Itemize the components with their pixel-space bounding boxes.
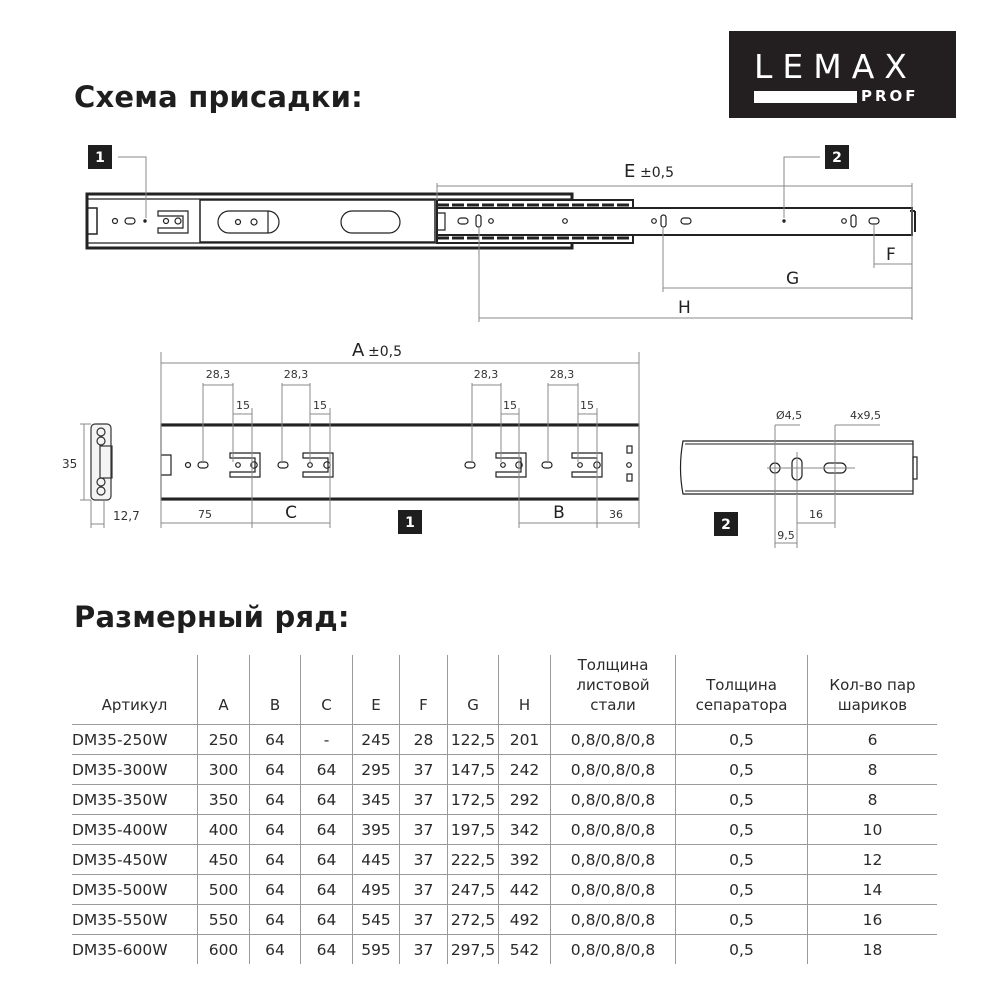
- cell-C: 64: [301, 935, 353, 965]
- cell-C: 64: [301, 875, 353, 905]
- cell-steel-thickness: 0,8/0,8/0,8: [551, 755, 676, 785]
- pitch-label: 28,3: [205, 368, 231, 381]
- cell-article: DM35-400W: [72, 815, 198, 845]
- offset-label: 15: [236, 399, 250, 412]
- cell-C: 64: [301, 845, 353, 875]
- cell-F: 37: [400, 935, 448, 965]
- cell-A: 350: [198, 785, 250, 815]
- dim-16-label: 16: [809, 508, 823, 521]
- rail-2-badge: 2: [721, 517, 731, 533]
- offset-label: 15: [580, 399, 594, 412]
- profile-section: [91, 424, 112, 500]
- cell-F: 37: [400, 875, 448, 905]
- cell-H: 292: [499, 785, 551, 815]
- cell-B: 64: [250, 785, 301, 815]
- cell-article: DM35-250W: [72, 725, 198, 755]
- cell-steel-thickness: 0,8/0,8/0,8: [551, 875, 676, 905]
- dim-G-label: G: [786, 269, 800, 289]
- col-header-F: F: [400, 655, 448, 725]
- col-header-H: H: [499, 655, 551, 725]
- col-header-B: B: [250, 655, 301, 725]
- logo-brand: LEMAX: [754, 47, 917, 86]
- scheme-heading: Схема присадки:: [74, 80, 363, 114]
- cell-separator-thickness: 0,5: [676, 935, 808, 965]
- cell-article: DM35-300W: [72, 755, 198, 785]
- cell-B: 64: [250, 905, 301, 935]
- cell-separator-thickness: 0,5: [676, 725, 808, 755]
- rail-1-badge: 1: [405, 515, 415, 531]
- cell-steel-thickness: 0,8/0,8/0,8: [551, 845, 676, 875]
- cell-E: 495: [353, 875, 400, 905]
- cell-ball-pairs: 6: [808, 725, 938, 755]
- cell-A: 400: [198, 815, 250, 845]
- cell-F: 37: [400, 785, 448, 815]
- badge-2: 2: [832, 150, 842, 166]
- dim-B-label: B: [553, 503, 565, 523]
- cell-A: 600: [198, 935, 250, 965]
- col-header-ball-pairs: [808, 655, 938, 725]
- cell-A: 450: [198, 845, 250, 875]
- cell-article: DM35-450W: [72, 845, 198, 875]
- slide-assembly-diagram: [0, 130, 1000, 330]
- cell-G: 297,5: [448, 935, 499, 965]
- cell-A: 250: [198, 725, 250, 755]
- col-header-C: C: [301, 655, 353, 725]
- table-header-row: [72, 655, 937, 725]
- dim-F-label: F: [886, 245, 896, 265]
- cell-B: 64: [250, 815, 301, 845]
- cell-ball-pairs: 16: [808, 905, 938, 935]
- cell-F: 37: [400, 815, 448, 845]
- cell-H: 201: [499, 725, 551, 755]
- table-row: [72, 815, 937, 845]
- table-row: [72, 725, 937, 755]
- cell-separator-thickness: 0,5: [676, 815, 808, 845]
- profile-height-label: 35: [62, 457, 78, 471]
- mounting-diagram: [0, 335, 1000, 555]
- cell-ball-pairs: 8: [808, 785, 938, 815]
- cell-separator-thickness: 0,5: [676, 875, 808, 905]
- header-line: шариков: [837, 696, 908, 714]
- cell-B: 64: [250, 935, 301, 965]
- cell-H: 492: [499, 905, 551, 935]
- cell-steel-thickness: 0,8/0,8/0,8: [551, 905, 676, 935]
- cell-A: 500: [198, 875, 250, 905]
- cell-H: 392: [499, 845, 551, 875]
- pitch-label: 28,3: [549, 368, 575, 381]
- cell-E: 395: [353, 815, 400, 845]
- logo-bar: [754, 91, 857, 103]
- cell-F: 37: [400, 905, 448, 935]
- cell-ball-pairs: 18: [808, 935, 938, 965]
- cell-B: 64: [250, 725, 301, 755]
- cell-B: 64: [250, 875, 301, 905]
- profile-width-label: 12,7: [113, 509, 140, 523]
- table-row: [72, 785, 937, 815]
- cell-E: 445: [353, 845, 400, 875]
- hole-diameter-label: Ø4,5: [776, 409, 803, 422]
- cell-article: DM35-350W: [72, 785, 198, 815]
- cell-E: 295: [353, 755, 400, 785]
- cell-C: 64: [301, 755, 353, 785]
- cell-F: 37: [400, 755, 448, 785]
- header-line: стали: [590, 696, 636, 714]
- cell-B: 64: [250, 755, 301, 785]
- header-line: сепаратора: [695, 696, 788, 714]
- cell-F: 28: [400, 725, 448, 755]
- table-body: [72, 725, 937, 965]
- dim-C-label: C: [285, 503, 297, 523]
- table-row: [72, 875, 937, 905]
- offset-label: 15: [503, 399, 517, 412]
- cell-G: 222,5: [448, 845, 499, 875]
- cell-E: 345: [353, 785, 400, 815]
- cell-F: 37: [400, 845, 448, 875]
- slot-size-label: 4x9,5: [850, 409, 882, 422]
- dim-E-tolerance: ±0,5: [640, 165, 674, 181]
- cell-steel-thickness: 0,8/0,8/0,8: [551, 935, 676, 965]
- offset-label: 15: [313, 399, 327, 412]
- dim-9-5-label: 9,5: [777, 529, 795, 542]
- col-header-article: Артикул: [72, 655, 198, 725]
- cell-separator-thickness: 0,5: [676, 845, 808, 875]
- logo-sub: PROF: [861, 87, 919, 105]
- cell-G: 172,5: [448, 785, 499, 815]
- cell-article: DM35-550W: [72, 905, 198, 935]
- cell-A: 300: [198, 755, 250, 785]
- cell-C: 64: [301, 815, 353, 845]
- dim-A-tolerance: ±0,5: [368, 344, 402, 360]
- dim-36-label: 36: [609, 508, 623, 521]
- inner-rail: [437, 208, 912, 235]
- header-line: Толщина: [706, 676, 777, 694]
- pitch-label: 28,3: [473, 368, 499, 381]
- cell-G: 247,5: [448, 875, 499, 905]
- cell-article: DM35-500W: [72, 875, 198, 905]
- cell-ball-pairs: 12: [808, 845, 938, 875]
- cell-A: 550: [198, 905, 250, 935]
- table-row: [72, 935, 937, 965]
- table-row: [72, 845, 937, 875]
- sizes-heading: Размерный ряд:: [74, 600, 350, 634]
- cell-ball-pairs: 14: [808, 875, 938, 905]
- col-header-G: G: [448, 655, 499, 725]
- cell-C: 64: [301, 905, 353, 935]
- cell-G: 272,5: [448, 905, 499, 935]
- col-header-separator-thickness: [676, 655, 808, 725]
- cell-ball-pairs: 10: [808, 815, 938, 845]
- dim-E-label: E: [624, 161, 636, 182]
- cell-steel-thickness: 0,8/0,8/0,8: [551, 815, 676, 845]
- col-header-steel-thickness: [551, 655, 676, 725]
- cell-separator-thickness: 0,5: [676, 905, 808, 935]
- dim-75-label: 75: [198, 508, 212, 521]
- cell-ball-pairs: 8: [808, 755, 938, 785]
- cell-C: 64: [301, 785, 353, 815]
- dim-A-label: A: [352, 340, 365, 361]
- brand-logo: [729, 31, 956, 118]
- cell-G: 197,5: [448, 815, 499, 845]
- cell-steel-thickness: 0,8/0,8/0,8: [551, 785, 676, 815]
- cell-H: 442: [499, 875, 551, 905]
- cell-G: 147,5: [448, 755, 499, 785]
- col-header-A: A: [198, 655, 250, 725]
- cell-E: 595: [353, 935, 400, 965]
- cell-separator-thickness: 0,5: [676, 785, 808, 815]
- pitch-label: 28,3: [283, 368, 309, 381]
- col-header-E: E: [353, 655, 400, 725]
- dim-H-label: H: [678, 298, 691, 318]
- badge-1: 1: [95, 150, 105, 166]
- cell-separator-thickness: 0,5: [676, 755, 808, 785]
- cell-E: 245: [353, 725, 400, 755]
- table-row: [72, 905, 937, 935]
- table-row: [72, 755, 937, 785]
- cell-B: 64: [250, 845, 301, 875]
- cell-article: DM35-600W: [72, 935, 198, 965]
- cell-C: -: [301, 725, 353, 755]
- cell-H: 242: [499, 755, 551, 785]
- cell-H: 342: [499, 815, 551, 845]
- size-table: [72, 655, 937, 964]
- cell-steel-thickness: 0,8/0,8/0,8: [551, 725, 676, 755]
- header-line: Толщина: [577, 656, 649, 674]
- cell-E: 545: [353, 905, 400, 935]
- header-line: Кол-во пар: [829, 676, 916, 694]
- cell-H: 542: [499, 935, 551, 965]
- cell-G: 122,5: [448, 725, 499, 755]
- header-line: листовой: [576, 676, 650, 694]
